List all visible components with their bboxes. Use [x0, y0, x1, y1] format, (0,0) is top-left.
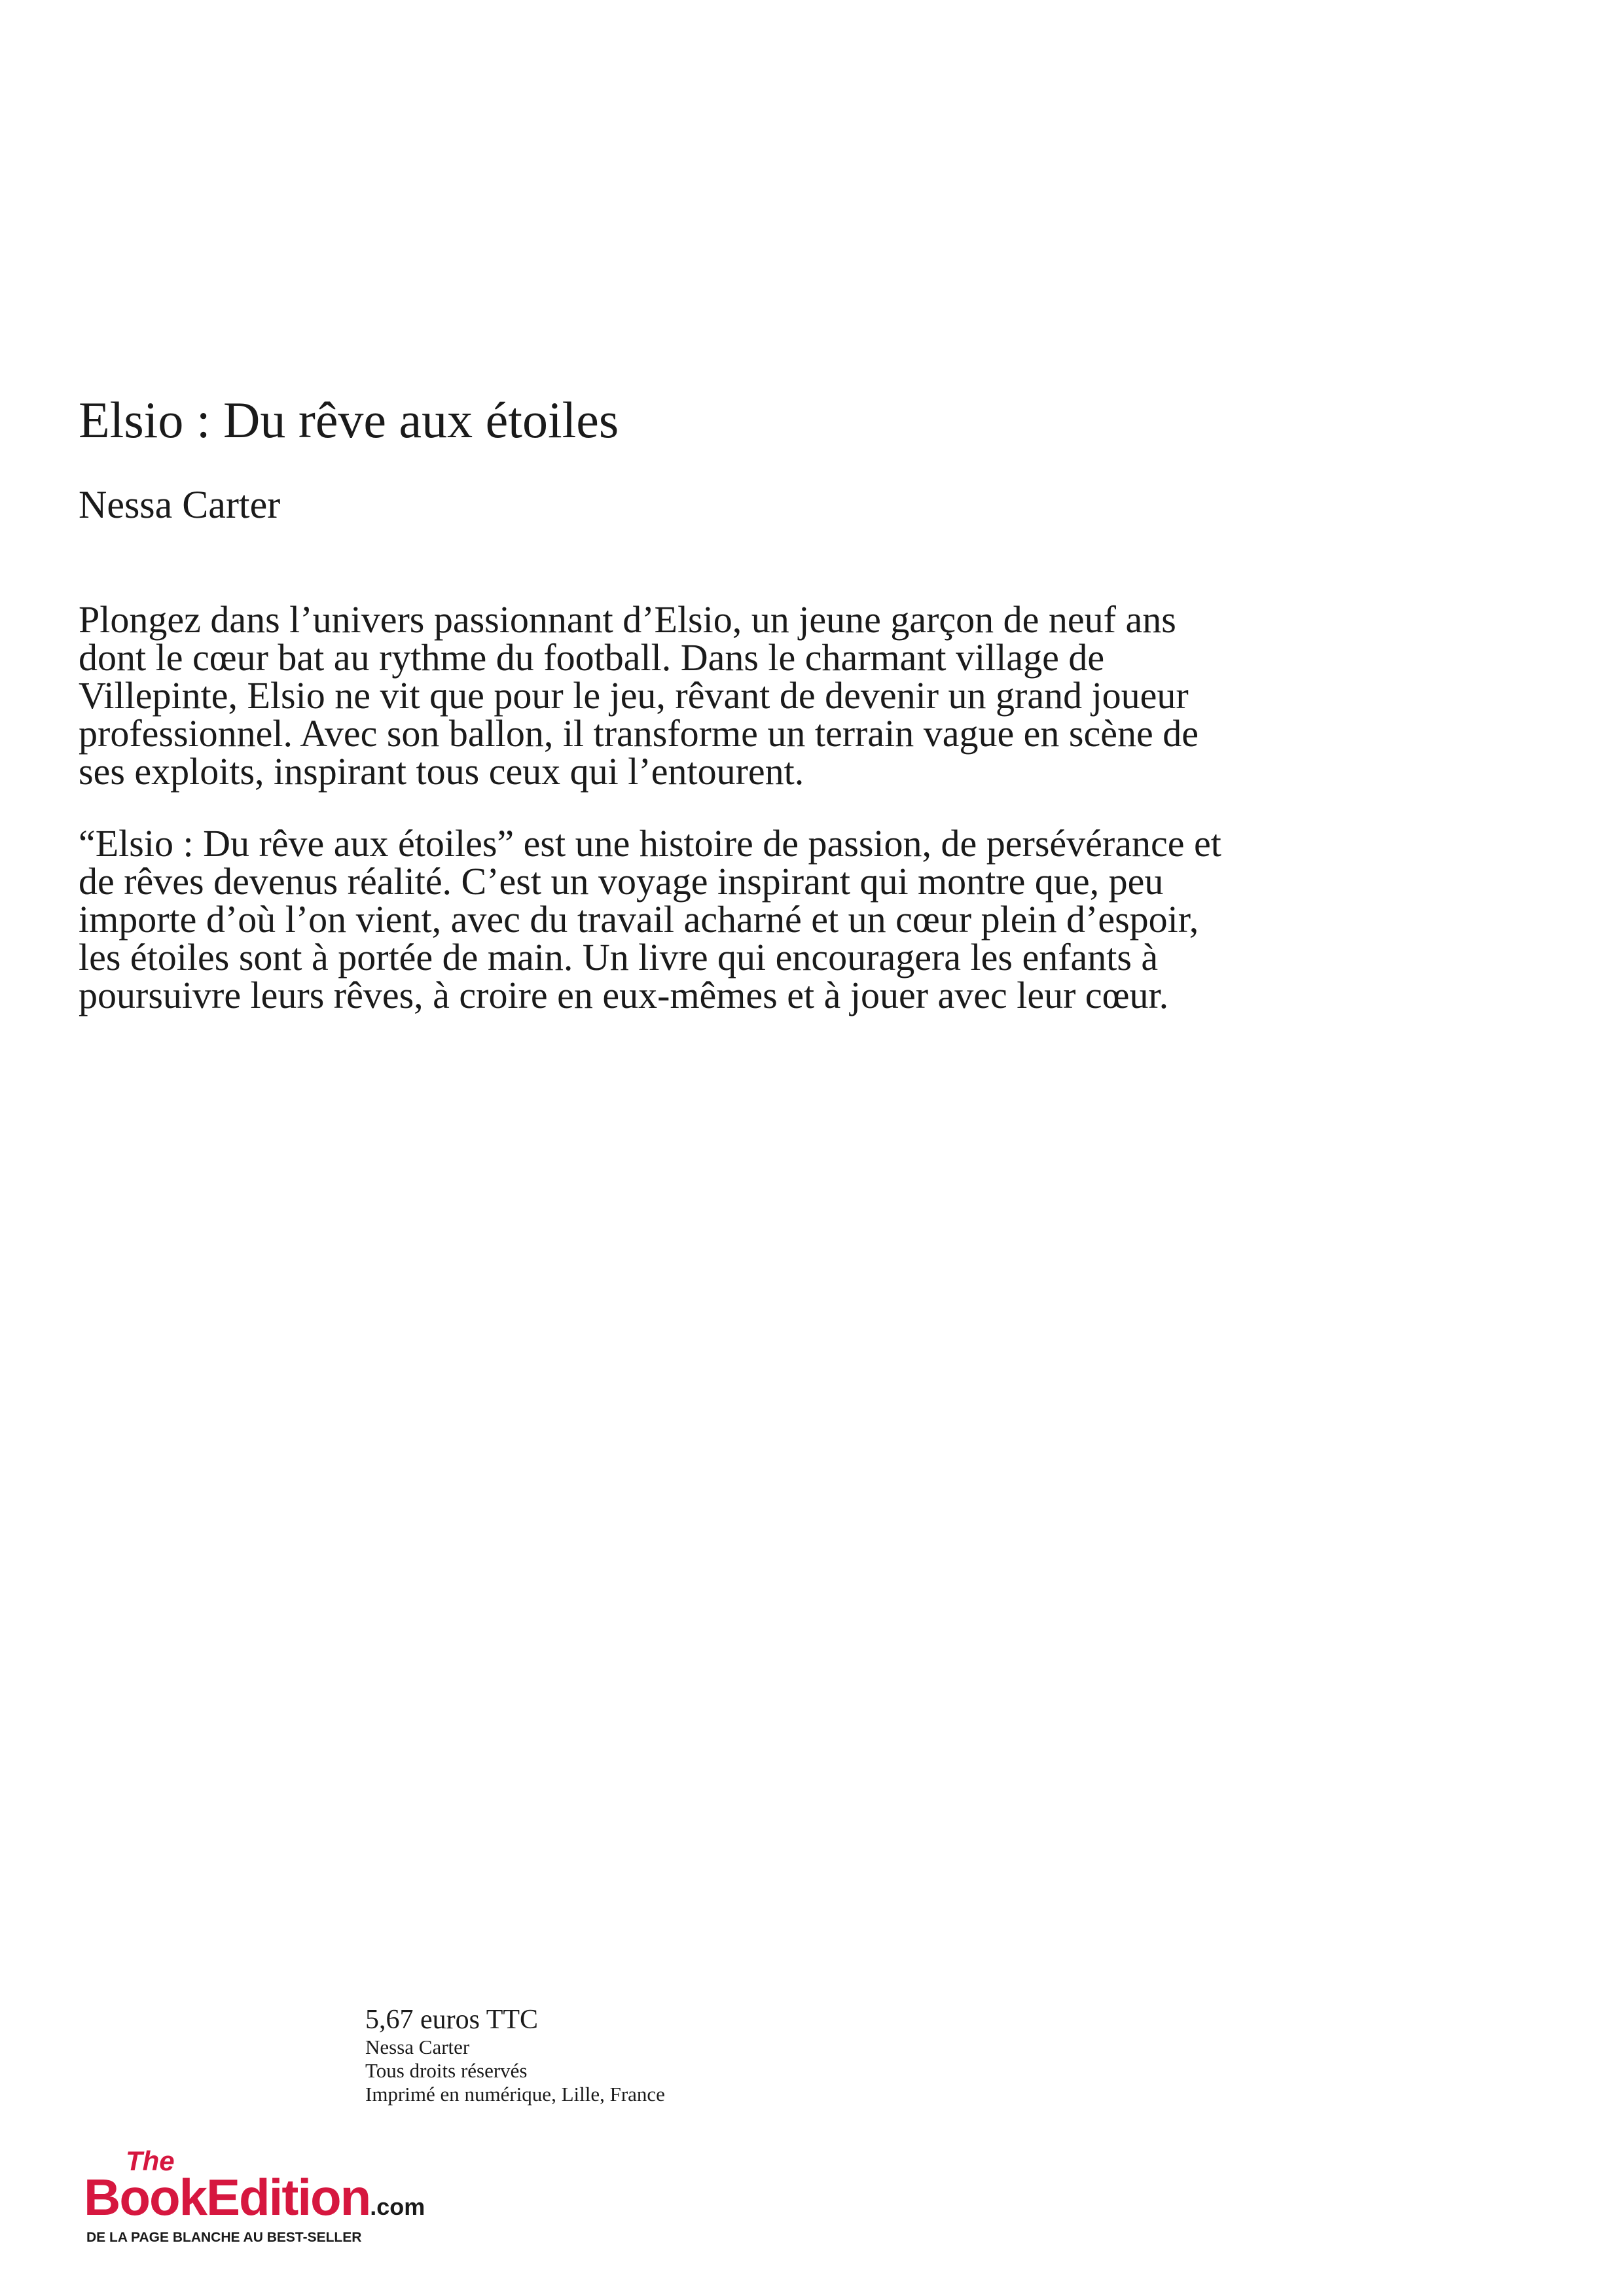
print-location: Imprimé en numérique, Lille, France — [365, 2083, 665, 2106]
price: 5,67 euros TTC — [365, 2005, 539, 2035]
book-title: Elsio : Du rêve aux étoiles — [79, 391, 619, 448]
blurb-paragraph: Plongez dans l’univers passionnant d’Elsio, un jeune garçon de neuf ans dont le cœur bat au rythme du football. Dans le charmant village de Villepinte, Elsio ne vit que pour le jeu, rêvant de devenir un grand joueur professionnel. Avec son ballon, il transforme un terrain vague en scène de ses exploits, inspirant tous ceux qui l’entourent. — [79, 598, 1199, 793]
colophon-author: Nessa Carter — [365, 2036, 470, 2058]
blurb-paragraph: “Elsio : Du rêve aux étoiles” est une histoire de passion, de persévérance et de rêves devenus réalité. C’est un voyage inspirant qui montre que, peu importe d’où l’on vient, avec du travail acharné et un cœur plein d’espoir, les étoiles sont à portée de main. Un livre qui encouragera les enfants à poursuivre leurs rêves, à croire en eux-mêmes et à jouer avec leur cœur. — [79, 822, 1221, 1016]
back-cover-blurb — [79, 598, 1244, 1016]
rights-notice: Tous droits réservés — [365, 2059, 528, 2082]
colophon — [365, 2004, 665, 2106]
publisher-logo — [84, 2147, 477, 2251]
logo-name: BookEdition — [84, 2168, 370, 2226]
logo-tagline: DE LA PAGE BLANCHE AU BEST-SELLER — [86, 2230, 362, 2245]
logo-the: The — [126, 2145, 175, 2176]
book-author: Nessa Carter — [79, 483, 281, 526]
logo-suffix: .com — [370, 2193, 425, 2220]
logo-wordmark — [84, 2169, 425, 2235]
